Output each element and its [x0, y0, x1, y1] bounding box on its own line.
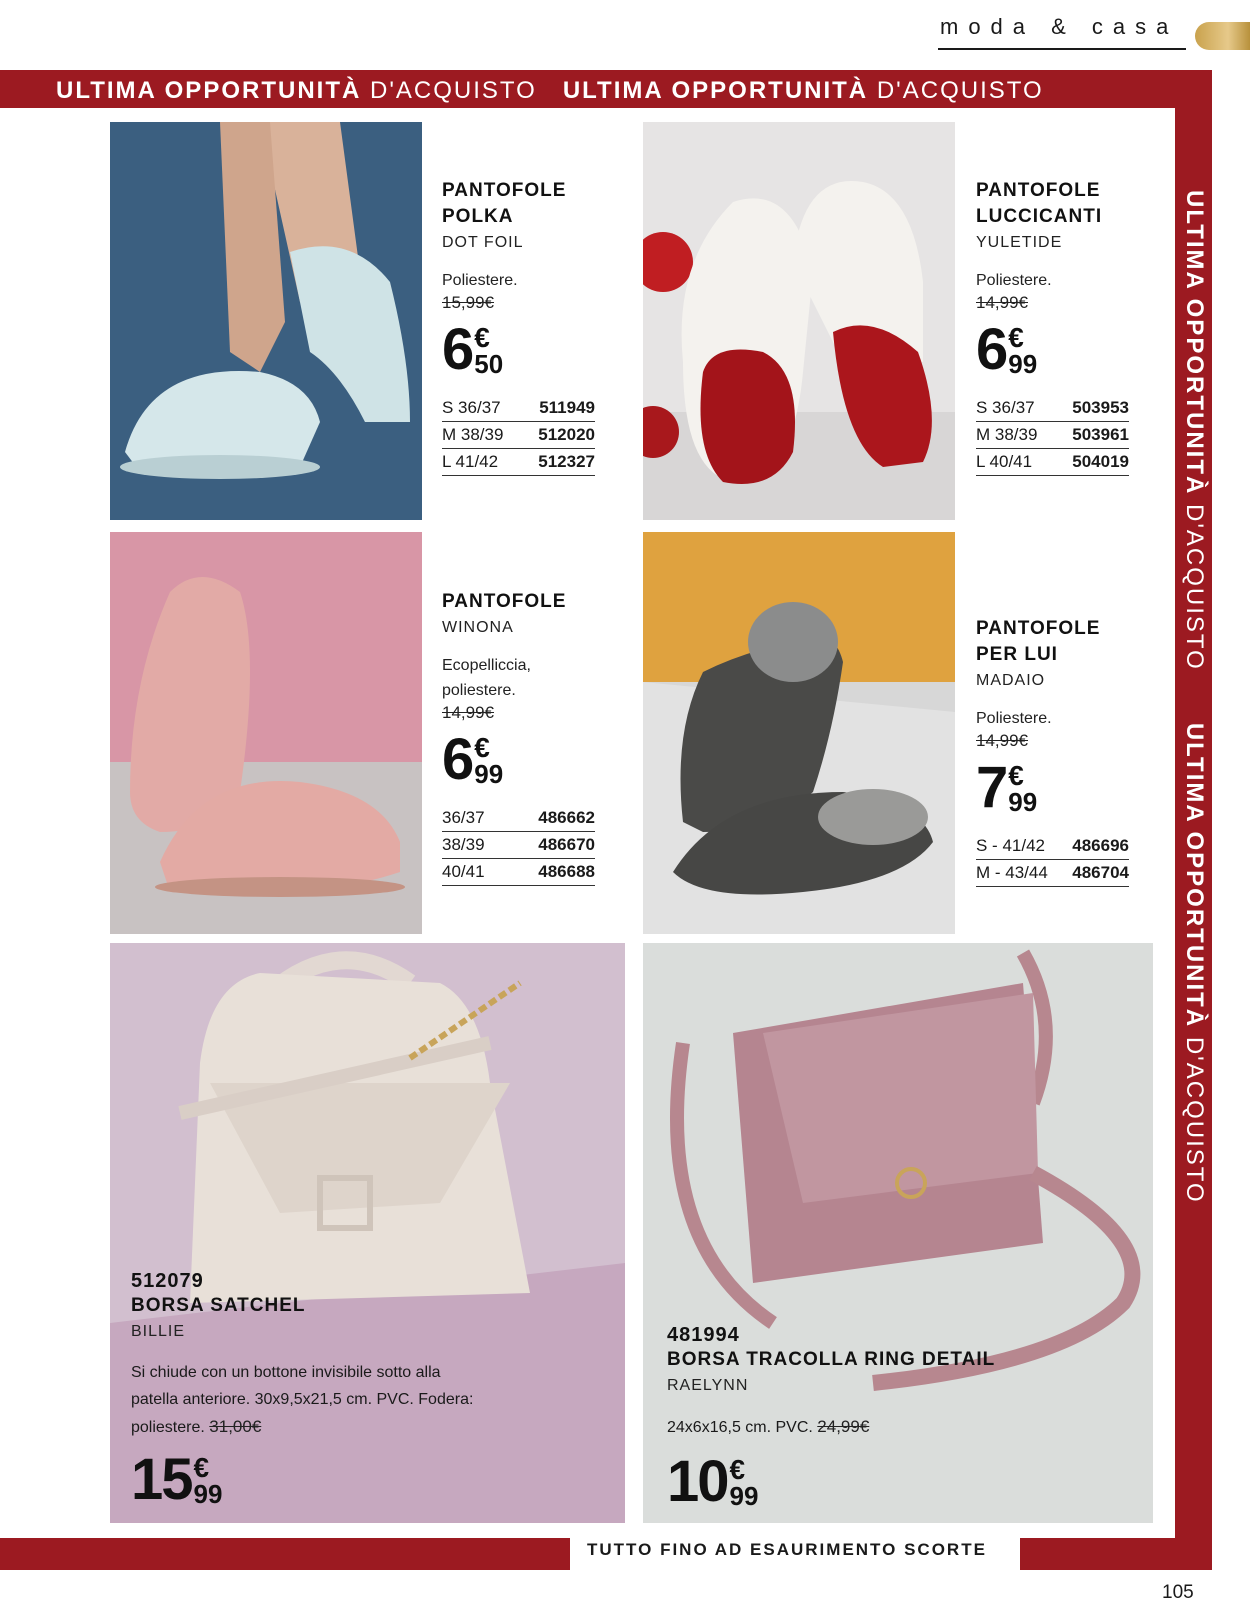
product-variant: DOT FOIL	[442, 234, 524, 251]
size-code-row: S 36/37 511949	[442, 395, 595, 422]
product-material: Poliestere.	[442, 272, 518, 289]
product-material: Ecopelliccia,	[442, 657, 531, 674]
bag-info-satchel	[131, 1270, 474, 1512]
bottom-bar-left	[0, 1538, 570, 1570]
size-code-row: 40/41 486688	[442, 859, 595, 886]
size-code-row: L 41/42 512327	[442, 449, 595, 476]
product-description: Si chiude con un bottone invisibile sotto alla patella anteriore. 30x9,5x21,5 cm. PVC. Fodera: poliestere. 31,00€	[131, 1364, 474, 1436]
size-code-row: S 36/37 503953	[976, 395, 1129, 422]
old-price: 14,99€	[976, 731, 1028, 750]
product-title: PANTOFOLE	[976, 180, 1101, 201]
price: 7 € 99	[976, 755, 1038, 820]
product-info-polka	[442, 178, 595, 476]
price: 10 € 99	[667, 1449, 759, 1514]
product-variant: YULETIDE	[976, 234, 1063, 251]
gold-tab	[1195, 22, 1250, 50]
size-code-row: M 38/39 503961	[976, 422, 1129, 449]
product-title: PANTOFOLE	[976, 618, 1101, 639]
old-price: 14,99€	[442, 703, 494, 722]
old-price: 31,00€	[209, 1417, 262, 1436]
product-photo-madaio	[643, 532, 955, 934]
product-variant: WINONA	[442, 619, 514, 636]
product-title: BORSA SATCHEL	[131, 1295, 306, 1316]
size-codes	[976, 395, 1129, 476]
product-variant: MADAIO	[976, 672, 1046, 689]
product-photo-polka	[110, 122, 422, 520]
header-rule	[938, 48, 1186, 50]
product-title: BORSA TRACOLLA RING DETAIL	[667, 1349, 996, 1370]
size-code-row: L 40/41 504019	[976, 449, 1129, 476]
bag-info-crossbody	[667, 1324, 996, 1514]
vertical-banner: ULTIMA OPPORTUNITÀ D'ACQUISTO ULTIMA OPPORTUNITÀ D'ACQUISTO	[1181, 190, 1208, 1204]
size-code-row: M - 43/44 486704	[976, 860, 1129, 887]
old-price: 24,99€	[817, 1417, 870, 1436]
product-material-2: poliestere.	[442, 682, 516, 699]
product-title-2: PER LUI	[976, 644, 1058, 665]
price: 6 € 50	[442, 317, 504, 382]
product-info-madaio	[976, 616, 1129, 887]
product-photo-winona	[110, 532, 422, 934]
product-material: Poliestere.	[976, 272, 1052, 289]
product-code: 481994	[667, 1324, 740, 1346]
section-label: moda & casa	[940, 14, 1179, 39]
size-codes	[442, 395, 595, 476]
product-variant: RAELYNN	[667, 1377, 749, 1394]
product-title: PANTOFOLE	[442, 591, 567, 612]
size-codes	[442, 805, 595, 886]
price: 15 € 99	[131, 1447, 223, 1512]
old-price: 14,99€	[976, 293, 1028, 312]
size-codes	[976, 833, 1129, 887]
old-price: 15,99€	[442, 293, 494, 312]
size-code-row: S - 41/42 486696	[976, 833, 1129, 860]
product-variant: BILLIE	[131, 1323, 186, 1340]
price: 6 € 99	[976, 317, 1038, 382]
product-photo-luccicanti	[643, 122, 955, 520]
size-code-row: 38/39 486670	[442, 832, 595, 859]
size-code-row: M 38/39 512020	[442, 422, 595, 449]
product-title-2: LUCCICANTI	[976, 206, 1103, 227]
product-code: 512079	[131, 1270, 204, 1292]
price: 6 € 99	[442, 727, 504, 792]
product-material: Poliestere.	[976, 710, 1052, 727]
product-description: 24x6x16,5 cm. PVC. 24,99€	[667, 1417, 870, 1436]
footer-text: TUTTO FINO AD ESAURIMENTO SCORTE	[587, 1540, 987, 1559]
page-number: 105	[1162, 1582, 1194, 1603]
size-code-row: 36/37 486662	[442, 805, 595, 832]
product-info-luccicanti	[976, 178, 1129, 476]
product-info-winona	[442, 589, 595, 886]
product-title: PANTOFOLE	[442, 180, 567, 201]
product-title-2: POLKA	[442, 206, 514, 227]
banner-text: ULTIMA OPPORTUNITÀ D'ACQUISTO ULTIMA OPPORTUNITÀ D'ACQUISTO	[56, 77, 1044, 104]
